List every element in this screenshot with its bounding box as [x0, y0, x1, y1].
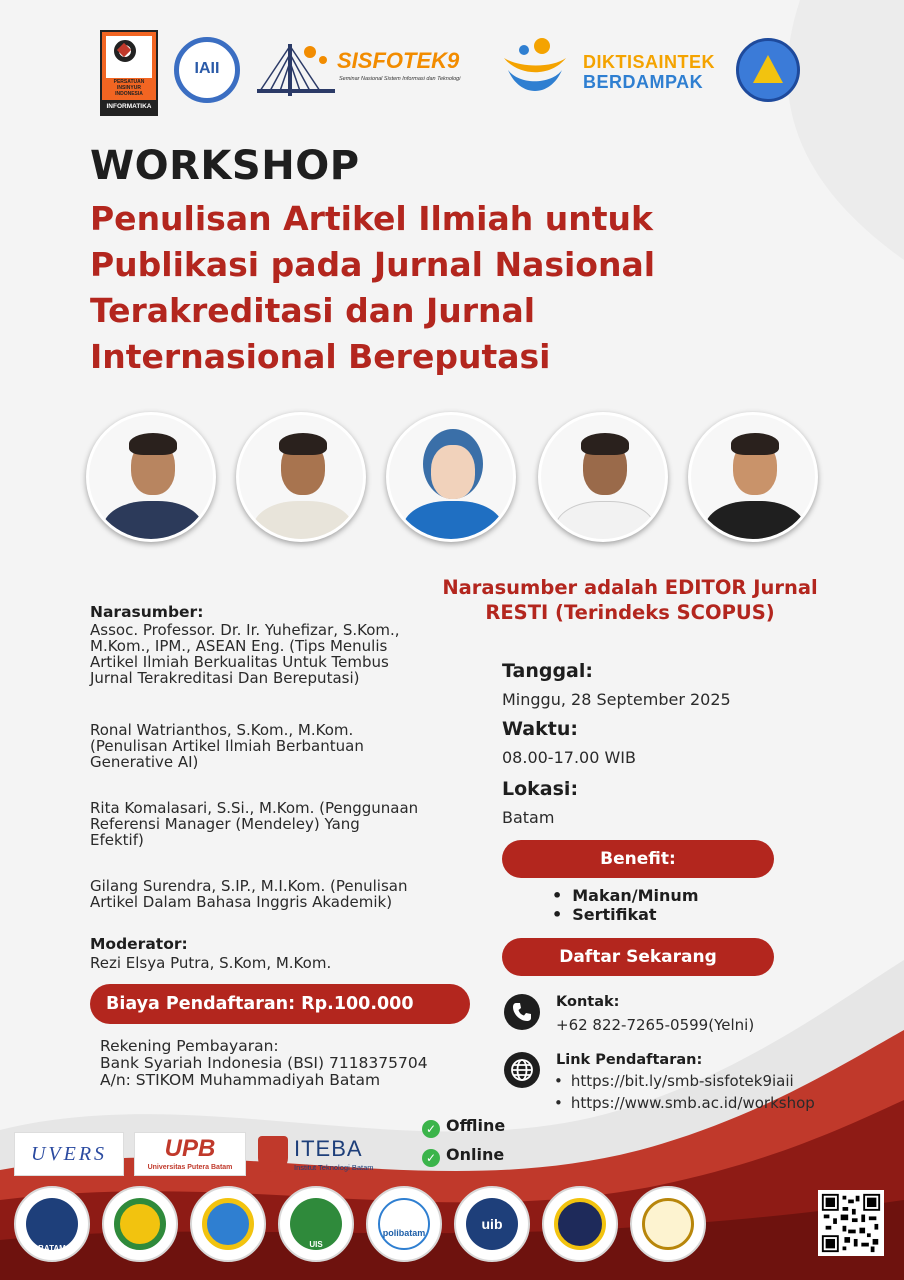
bridge-icon	[255, 36, 337, 106]
pii-line1: PERSATUAN	[113, 79, 145, 85]
globe-icon	[504, 1052, 540, 1088]
editor-note-line-2: RESTI (Terindeks SCOPUS)	[485, 601, 775, 624]
speaker-photo-1	[86, 412, 216, 542]
iteba-subtext: Institut Teknologi Batam	[294, 1163, 374, 1172]
location-value: Batam	[502, 808, 555, 827]
editor-note-line-1: Narasumber adalah EDITOR Jurnal	[442, 576, 818, 599]
speaker-3-line-2: Referensi Manager (Mendeley) Yang	[90, 815, 360, 833]
polibatam-logo	[366, 1186, 442, 1262]
sisfotek-name: SISFOTEK9	[337, 48, 460, 73]
title-line-1: Penulisan Artikel Ilmiah untuk	[90, 199, 653, 238]
pii-band: INFORMATIKA	[102, 100, 156, 114]
check-icon: ✓	[422, 1120, 440, 1138]
speaker-item	[90, 722, 480, 770]
speaker-item	[90, 800, 480, 848]
registration-links	[554, 1070, 815, 1114]
benefit-item: • Sertifikat	[552, 905, 698, 924]
universitas-batam-seal	[102, 1186, 178, 1262]
speaker-3-line-1: Rita Komalasari, S.Si., M.Kom. (Penggunaan	[90, 799, 419, 817]
diktisaintek-logo	[583, 52, 715, 92]
payment-line-2: Bank Syariah Indonesia (BSI) 7118375704	[100, 1054, 428, 1072]
benefit-item: • Makan/Minum	[552, 886, 698, 905]
seal-uis-text: UIS	[309, 1240, 323, 1249]
dikti-line2: BERDAMPAK	[583, 72, 704, 92]
speakers-heading: Narasumber:	[90, 603, 204, 621]
speaker-item	[90, 878, 480, 910]
speaker-2-line-1: Ronal Watrianthos, S.Kom., M.Kom.	[90, 721, 354, 739]
iteba-logo	[256, 1132, 388, 1178]
speaker-photo-2	[236, 412, 366, 542]
workshop-title	[90, 196, 810, 380]
pii-line2: INSINYUR	[117, 85, 141, 91]
registration-fee-badge: Biaya Pendaftaran: Rp.100.000	[90, 984, 470, 1024]
sisfotek-sub: Seminar Nasional Sistem Informasi dan Teknologi	[339, 76, 461, 82]
uis-seal	[278, 1186, 354, 1262]
time-label: Waktu:	[502, 718, 578, 740]
payment-info	[100, 1038, 480, 1089]
speaker-4-line-2: Artikel Dalam Bahasa Inggris Akademik)	[90, 893, 393, 911]
tut-wuri-handayani-logo	[736, 38, 800, 102]
date-label: Tanggal:	[502, 660, 593, 682]
date-value: Minggu, 28 September 2025	[502, 690, 731, 709]
editor-note	[400, 575, 860, 625]
universitas-riau-kepulauan-seal	[542, 1186, 618, 1262]
speaker-4-line-1: Gilang Surendra, S.IP., M.I.Kom. (Penulisan	[90, 877, 408, 895]
mode-online	[422, 1145, 504, 1167]
registration-link-label: Link Pendaftaran:	[556, 1052, 703, 1068]
check-icon: ✓	[422, 1149, 440, 1167]
university-seal	[630, 1186, 706, 1262]
sisfotek-logo	[255, 36, 485, 106]
speaker-2-line-3: Generative AI)	[90, 753, 199, 771]
payment-line-3: A/n: STIKOM Muhammadiyah Batam	[100, 1071, 381, 1089]
speaker-1-line-3: Artikel Ilmiah Berkualitas Untuk Tembus	[90, 653, 389, 671]
uib-seal	[454, 1186, 530, 1262]
title-line-3: Terakreditasi dan Jurnal	[90, 291, 536, 330]
upb-subtext: Universitas Putera Batam	[147, 1164, 233, 1171]
upb-text: UPB	[164, 1135, 216, 1162]
contact-label: Kontak:	[556, 994, 620, 1010]
iaii-text: IAII	[194, 60, 220, 77]
mode-offline	[422, 1116, 505, 1138]
uib-text: uib	[481, 1216, 503, 1232]
speaker-photo-4	[538, 412, 668, 542]
mode-online-label: Online	[446, 1145, 505, 1164]
speaker-1-line-1: Assoc. Professor. Dr. Ir. Yuhefizar, S.Kom.,	[90, 621, 400, 639]
speaker-item	[90, 622, 480, 686]
benefit-badge: Benefit:	[502, 840, 774, 878]
uvers-text: UVERS	[30, 1143, 108, 1165]
registration-link[interactable]: • https://bit.ly/smb-sisfotek9iaii	[554, 1070, 815, 1092]
speaker-1-line-2: M.Kom., IPM., ASEAN Eng. (Tips Menulis	[90, 637, 388, 655]
seal-batam-text: BATAM	[38, 1244, 66, 1253]
iaii-logo	[174, 37, 240, 103]
time-value: 08.00-17.00 WIB	[502, 748, 636, 767]
register-now-button[interactable]: Daftar Sekarang	[502, 938, 774, 976]
moderator-heading: Moderator:	[90, 935, 188, 953]
pii-logo	[100, 30, 158, 116]
title-line-4: Internasional Bereputasi	[90, 337, 551, 376]
location-label: Lokasi:	[502, 778, 579, 800]
moderator-name: Rezi Elsya Putra, S.Kom, M.Kom.	[90, 954, 332, 972]
politeknik-seal	[190, 1186, 266, 1262]
title-line-2: Publikasi pada Jurnal Nasional	[90, 245, 656, 284]
speaker-photo-3	[386, 412, 516, 542]
benefit-list	[552, 886, 698, 924]
phone-icon	[504, 994, 540, 1030]
dikti-line1: DIKTISAINTEK	[583, 52, 715, 72]
upb-logo	[134, 1132, 246, 1176]
mode-offline-label: Offline	[446, 1116, 506, 1135]
speaker-photo-5	[688, 412, 818, 542]
qr-code[interactable]	[818, 1190, 884, 1256]
speaker-2-line-2: (Penulisan Artikel Ilmiah Berbantuan	[90, 737, 364, 755]
payment-line-1: Rekening Pembayaran:	[100, 1037, 279, 1055]
stikom-muhammadiyah-batam-seal	[14, 1186, 90, 1262]
uvers-logo	[14, 1132, 124, 1176]
diktisaintek-mark-icon	[500, 36, 570, 108]
iteba-text: ITEBA	[294, 1136, 363, 1161]
workshop-label: WORKSHOP	[90, 143, 360, 189]
speaker-1-line-4: Jurnal Terakreditasi Dan Bereputasi)	[90, 669, 360, 687]
contact-value[interactable]: +62 822-7265-0599(Yelni)	[556, 1016, 755, 1034]
speaker-3-line-3: Efektif)	[90, 831, 144, 849]
polibatam-text: polibatam	[382, 1228, 426, 1238]
registration-link[interactable]: • https://www.smb.ac.id/workshop	[554, 1092, 815, 1114]
pii-line3: INDONESIA	[115, 91, 143, 97]
